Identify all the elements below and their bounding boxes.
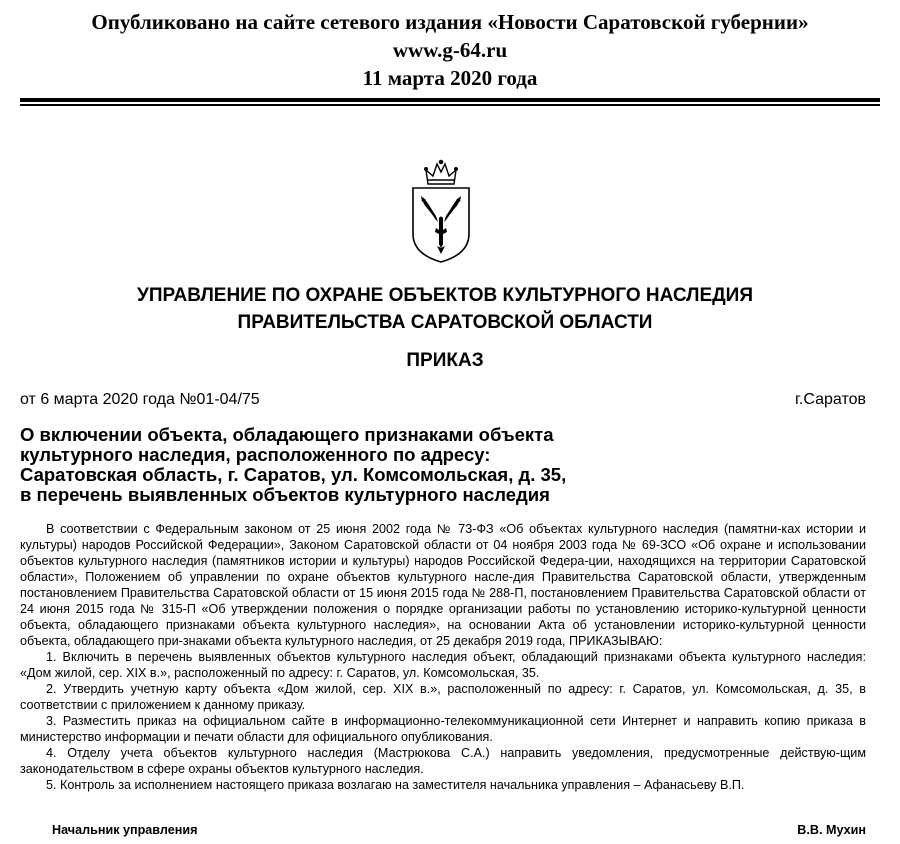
header-rule-thin bbox=[20, 104, 880, 106]
signature-name: В.В. Мухин bbox=[797, 823, 866, 837]
order-title-line: в перечень выявленных объектов культурного наследия bbox=[20, 484, 550, 505]
signature-position: Начальник управления bbox=[52, 823, 198, 837]
order-title bbox=[20, 425, 720, 505]
saratov-coat-of-arms-icon bbox=[410, 158, 472, 264]
order-title-line: О включении объекта, обладающего признаками объекта bbox=[20, 424, 554, 445]
order-place: г.Саратов bbox=[795, 391, 866, 408]
preamble-paragraph: В соответствии с Федеральным законом от 25 июня 2002 года № 73-ФЗ «Об объектах культурного наследия (памятни-ках истории и культуры) народов Российской Федерации», Законом Саратовской области от 04 ноября 2003 года № 69-ЗСО «Об охране и использовании объектов культурного наследия (памятников истории и культуры) народов Российской Федера-ции, находящихся на территории Саратовской области», Положением об управлении по охране объектов культурного насле-дия Правительства Саратовской области, утвержденным постановлением Правительства Саратовской области от 15 июня 2015 года № 288-П, постановлением Правительства Саратовской области от 24 июня 2015 года № 315-П «Об утверждении положения о порядке организации работы по установлению историко-культурной ценности объекта, обладающего признаками объекта культурного наследия», на основании Акта об установлении историко-культурной ценности объекта, обладающего при-знаками объекта культурного наследия, от 25 декабря 2019 года, ПРИКАЗЫВАЮ: bbox=[20, 522, 866, 648]
order-item-5: 5. Контроль за исполнением настоящего приказа возлагаю на заместителя начальника управления – Афанасьеву В.П. bbox=[46, 778, 745, 792]
order-body bbox=[20, 521, 866, 793]
order-title-line: культурного наследия, расположенного по адресу: bbox=[20, 444, 491, 465]
publication-date: 11 марта 2020 года bbox=[362, 66, 538, 90]
org-title-line-2: ПРАВИТЕЛЬСТВА САРАТОВСКОЙ ОБЛАСТИ bbox=[237, 312, 653, 333]
order-item-4: 4. Отделу учета объектов культурного наследия (Мастрюкова С.А.) направить уведомления, предусмотренные действую-щим законодательством в сфере охраны объектов культурного наследия. bbox=[20, 746, 866, 776]
order-date-number: от 6 марта 2020 года №01-04/75 bbox=[20, 391, 260, 408]
order-item-3: 3. Разместить приказ на официальном сайте в информационно-телекоммуникационной сети Интернет и направить копию приказа в министерство информации и печати области для официального опубликования. bbox=[20, 714, 866, 744]
org-title-line-1: УПРАВЛЕНИЕ ПО ОХРАНЕ ОБЪЕКТОВ КУЛЬТУРНОГО НАСЛЕДИЯ bbox=[137, 285, 753, 306]
header-rule-thick bbox=[20, 98, 880, 102]
order-item-1: 1. Включить в перечень выявленных объектов культурного наследия объект, обладающий признаками объекта культурного наследия: «Дом жилой, сер. XIX в.», расположенный по адресу: г. Саратов, ул. Комсомольская, 35. bbox=[20, 650, 866, 680]
order-item-2: 2. Утвердить учетную карту объекта «Дом жилой, сер. XIX в.», расположенный по адресу: г. Саратов, ул. Комсомольская, д. 35, в соответствии с приложением к данному приказу. bbox=[20, 682, 866, 712]
publication-url: www.g-64.ru bbox=[392, 38, 508, 62]
publication-line-1: Опубликовано на сайте сетевого издания «Новости Саратовской губернии» bbox=[91, 10, 809, 34]
document-type: ПРИКАЗ bbox=[406, 350, 484, 371]
order-title-line: Саратовская область, г. Саратов, ул. Комсомольская, д. 35, bbox=[20, 464, 567, 485]
